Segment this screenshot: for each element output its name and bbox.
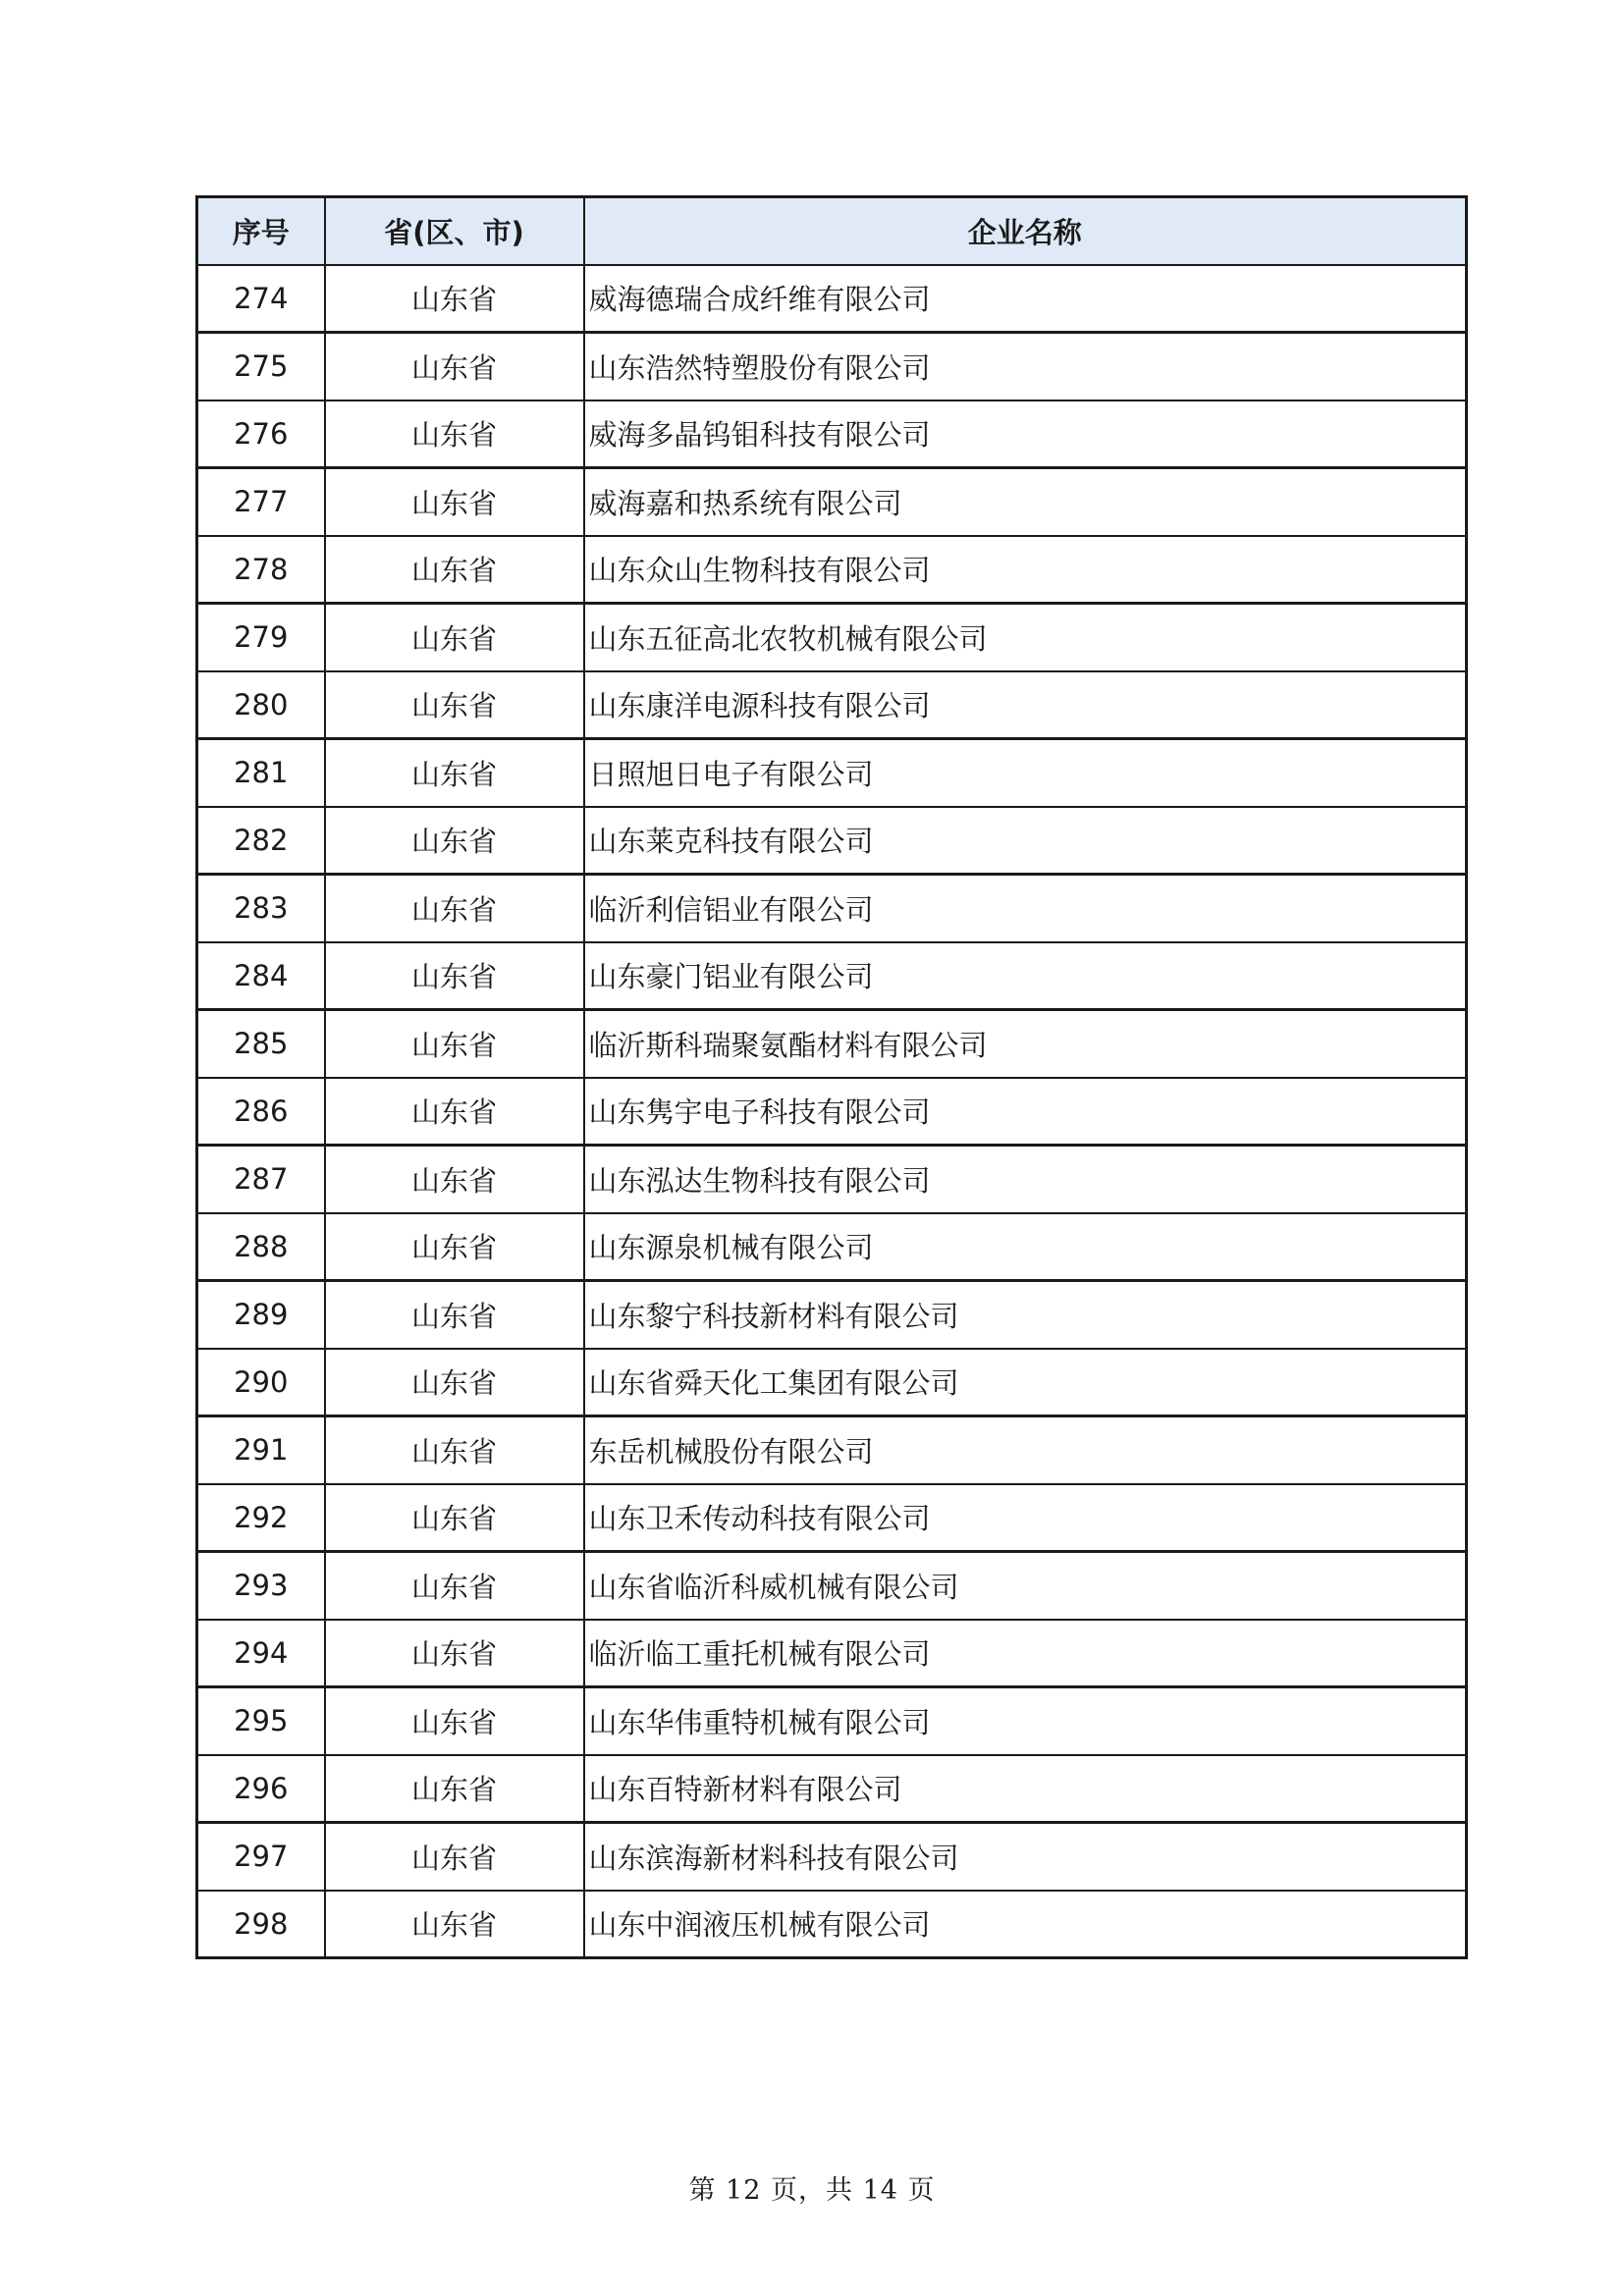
row-province-cell: 山东省 [325, 875, 584, 942]
row-seq-cell: 274 [197, 265, 325, 333]
row-company-cell: 东岳机械股份有限公司 [584, 1416, 1467, 1484]
table-row [197, 1213, 1467, 1281]
row-province-cell: 山东省 [325, 739, 584, 807]
row-province-cell: 山东省 [325, 400, 584, 468]
row-seq-cell: 281 [197, 739, 325, 807]
table-row [197, 1552, 1467, 1620]
row-province-cell: 山东省 [325, 1416, 584, 1484]
table-row [197, 1687, 1467, 1755]
row-company-cell: 山东康洋电源科技有限公司 [584, 671, 1467, 739]
row-province-cell: 山东省 [325, 1755, 584, 1823]
row-province-cell: 山东省 [325, 1078, 584, 1146]
table-row [197, 536, 1467, 604]
table-body [197, 265, 1467, 1958]
row-province-cell: 山东省 [325, 468, 584, 536]
table-row [197, 1620, 1467, 1687]
row-company-cell: 山东众山生物科技有限公司 [584, 536, 1467, 604]
row-seq-cell: 279 [197, 604, 325, 671]
row-seq-cell: 288 [197, 1213, 325, 1281]
table-row [197, 1281, 1467, 1349]
header-company: 企业名称 [584, 197, 1467, 265]
row-province-cell: 山东省 [325, 265, 584, 333]
row-province-cell: 山东省 [325, 942, 584, 1010]
row-company-cell: 山东省舜天化工集团有限公司 [584, 1349, 1467, 1416]
row-province-cell: 山东省 [325, 1687, 584, 1755]
row-seq-cell: 277 [197, 468, 325, 536]
row-seq-cell: 285 [197, 1010, 325, 1078]
row-company-cell: 山东泓达生物科技有限公司 [584, 1146, 1467, 1213]
table-row [197, 1349, 1467, 1416]
row-province-cell: 山东省 [325, 1146, 584, 1213]
row-province-cell: 山东省 [325, 1891, 584, 1958]
row-seq-cell: 294 [197, 1620, 325, 1687]
table-row [197, 942, 1467, 1010]
row-province-cell: 山东省 [325, 671, 584, 739]
table-header-row [197, 197, 1467, 265]
row-seq-cell: 291 [197, 1416, 325, 1484]
table-row [197, 671, 1467, 739]
row-seq-cell: 278 [197, 536, 325, 604]
row-seq-cell: 283 [197, 875, 325, 942]
row-province-cell: 山东省 [325, 807, 584, 875]
row-company-cell: 山东华伟重特机械有限公司 [584, 1687, 1467, 1755]
row-seq-cell: 284 [197, 942, 325, 1010]
row-province-cell: 山东省 [325, 1349, 584, 1416]
row-province-cell: 山东省 [325, 1823, 584, 1891]
table-row [197, 1146, 1467, 1213]
row-company-cell: 山东滨海新材料科技有限公司 [584, 1823, 1467, 1891]
row-company-cell: 山东浩然特塑股份有限公司 [584, 333, 1467, 400]
table-row [197, 1010, 1467, 1078]
row-seq-cell: 292 [197, 1484, 325, 1552]
table-row [197, 807, 1467, 875]
table-row [197, 875, 1467, 942]
row-province-cell: 山东省 [325, 1281, 584, 1349]
row-province-cell: 山东省 [325, 604, 584, 671]
row-company-cell: 山东隽宇电子科技有限公司 [584, 1078, 1467, 1146]
row-province-cell: 山东省 [325, 1484, 584, 1552]
header-province: 省(区、市) [325, 197, 584, 265]
row-company-cell: 山东百特新材料有限公司 [584, 1755, 1467, 1823]
row-province-cell: 山东省 [325, 333, 584, 400]
row-seq-cell: 280 [197, 671, 325, 739]
row-company-cell: 山东源泉机械有限公司 [584, 1213, 1467, 1281]
row-company-cell: 威海多晶钨钼科技有限公司 [584, 400, 1467, 468]
row-seq-cell: 298 [197, 1891, 325, 1958]
row-company-cell: 山东省临沂科威机械有限公司 [584, 1552, 1467, 1620]
table-row [197, 604, 1467, 671]
table-row [197, 1078, 1467, 1146]
row-seq-cell: 286 [197, 1078, 325, 1146]
row-company-cell: 日照旭日电子有限公司 [584, 739, 1467, 807]
row-company-cell: 威海嘉和热系统有限公司 [584, 468, 1467, 536]
row-seq-cell: 287 [197, 1146, 325, 1213]
row-province-cell: 山东省 [325, 536, 584, 604]
row-company-cell: 山东莱克科技有限公司 [584, 807, 1467, 875]
table-row [197, 1484, 1467, 1552]
row-company-cell: 山东豪门铝业有限公司 [584, 942, 1467, 1010]
row-company-cell: 威海德瑞合成纤维有限公司 [584, 265, 1467, 333]
row-seq-cell: 296 [197, 1755, 325, 1823]
row-seq-cell: 275 [197, 333, 325, 400]
row-province-cell: 山东省 [325, 1010, 584, 1078]
company-table [195, 195, 1468, 1959]
table-row [197, 1416, 1467, 1484]
row-company-cell: 临沂临工重托机械有限公司 [584, 1620, 1467, 1687]
row-seq-cell: 297 [197, 1823, 325, 1891]
row-seq-cell: 293 [197, 1552, 325, 1620]
row-company-cell: 山东黎宁科技新材料有限公司 [584, 1281, 1467, 1349]
row-company-cell: 临沂斯科瑞聚氨酯材料有限公司 [584, 1010, 1467, 1078]
table-row [197, 400, 1467, 468]
table-row [197, 1891, 1467, 1958]
row-seq-cell: 282 [197, 807, 325, 875]
row-province-cell: 山东省 [325, 1620, 584, 1687]
table-row [197, 468, 1467, 536]
row-province-cell: 山东省 [325, 1552, 584, 1620]
row-company-cell: 临沂利信铝业有限公司 [584, 875, 1467, 942]
table-row [197, 1755, 1467, 1823]
row-province-cell: 山东省 [325, 1213, 584, 1281]
table-row [197, 739, 1467, 807]
table-row [197, 265, 1467, 333]
table-row [197, 333, 1467, 400]
row-seq-cell: 290 [197, 1349, 325, 1416]
row-seq-cell: 289 [197, 1281, 325, 1349]
row-company-cell: 山东卫禾传动科技有限公司 [584, 1484, 1467, 1552]
row-seq-cell: 276 [197, 400, 325, 468]
row-company-cell: 山东中润液压机械有限公司 [584, 1891, 1467, 1958]
header-seq: 序号 [197, 197, 325, 265]
table-row [197, 1823, 1467, 1891]
row-seq-cell: 295 [197, 1687, 325, 1755]
row-company-cell: 山东五征高北农牧机械有限公司 [584, 604, 1467, 671]
page-footer: 第 12 页，共 14 页 [688, 2175, 936, 2206]
